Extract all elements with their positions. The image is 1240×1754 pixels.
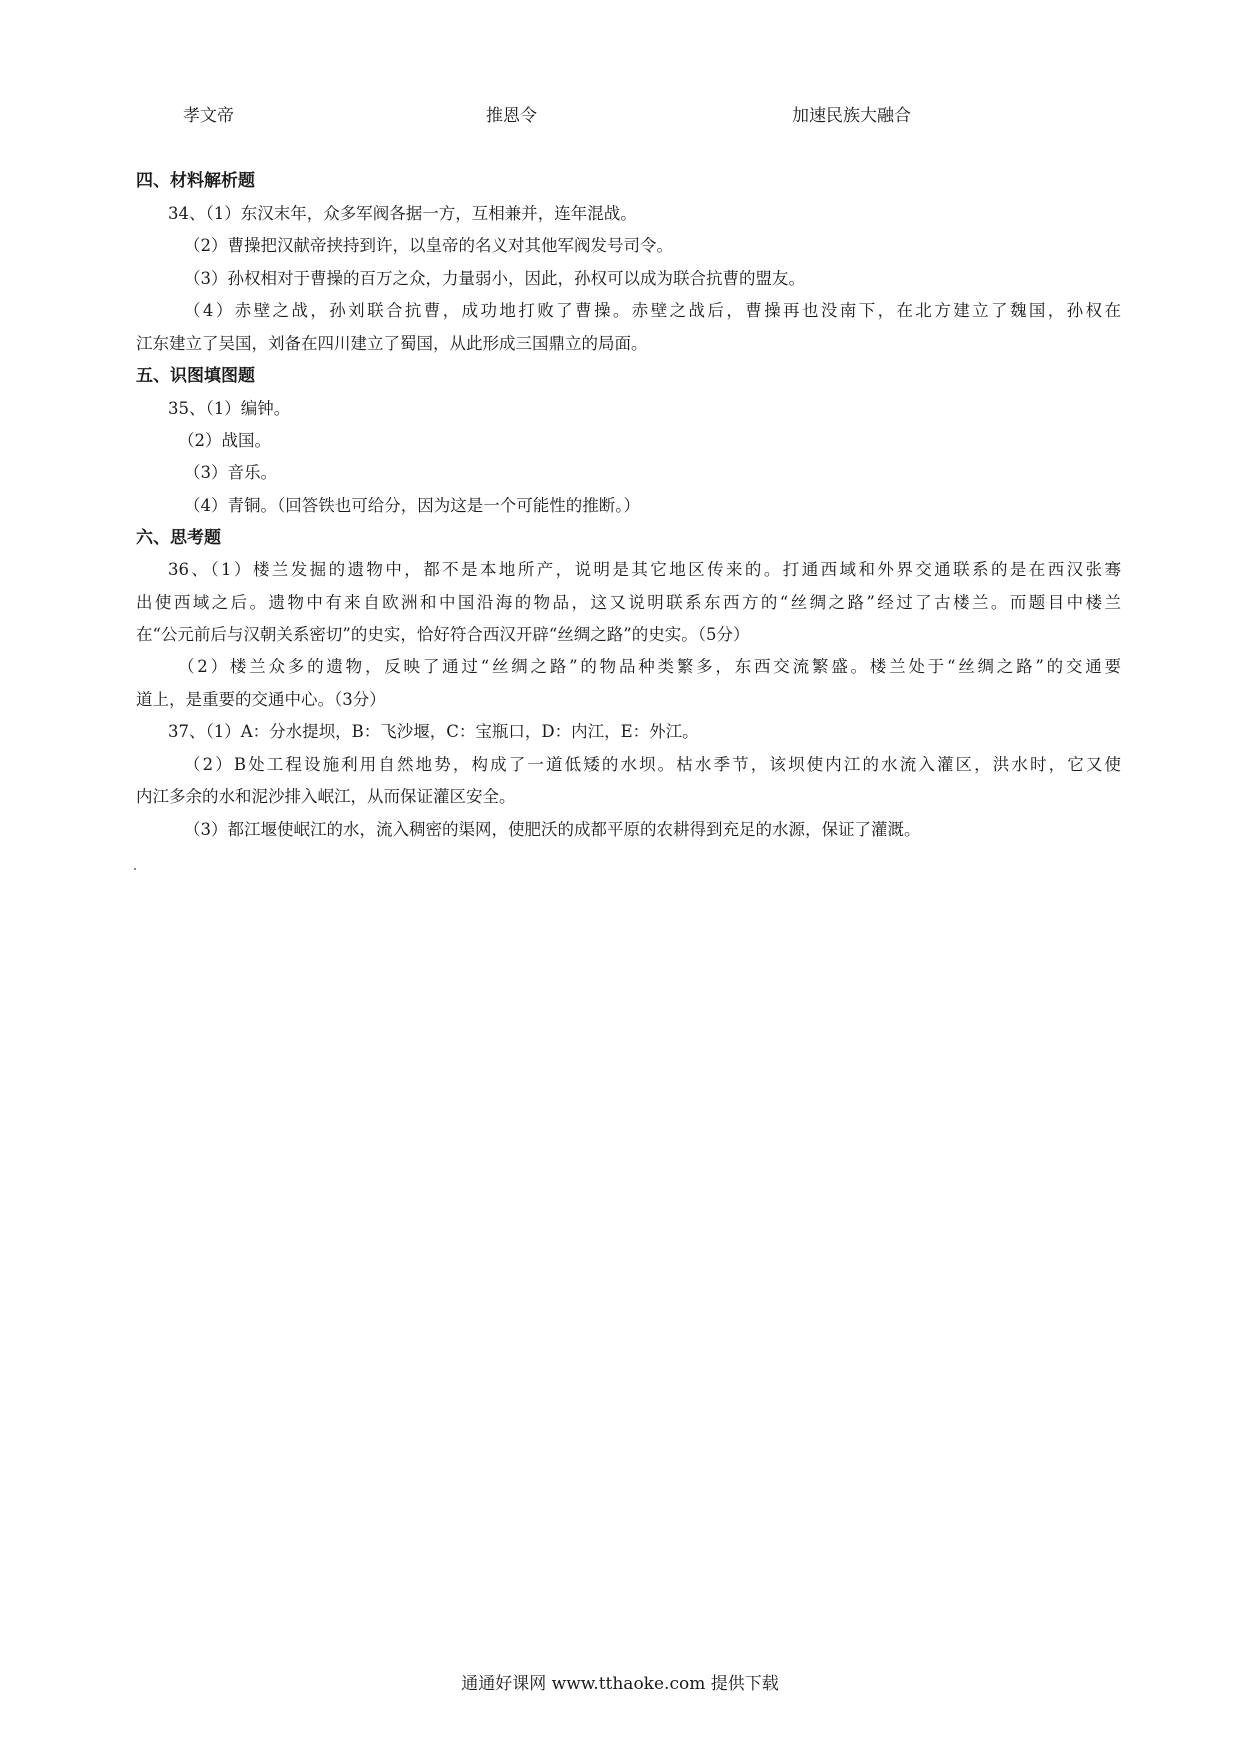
answer-line: 在“公元前后与汉朝关系密切”的史实，恰好符合西汉开辟“丝绸之路”的史实。（5分） [136, 625, 750, 644]
answer-line: （3）音乐。 [184, 463, 277, 482]
top-row-col1: 孝文帝 [183, 106, 234, 126]
answer-line: 出使西域之后。遗物中有来自欧洲和中国沿海的物品，这又说明联系东西方的“丝绸之路”经过了古楼兰。而题目中楼兰 [136, 593, 1121, 612]
answer-line: 江东建立了吴国，刘备在四川建立了蜀国，从此形成三国鼎立的局面。 [136, 334, 648, 353]
top-row-col3: 加速民族大融合 [792, 106, 911, 126]
section-heading-4: 四、材料解析题 [136, 171, 255, 191]
answer-line: （3）孙权相对于曹操的百万之众，力量弱小，因此，孙权可以成为联合抗曹的盟友。 [184, 269, 805, 288]
section-heading-5: 五、识图填图题 [136, 366, 255, 386]
answer-line: 内江多余的水和泥沙排入岷江，从而保证灌区安全。 [136, 787, 516, 806]
section-heading-6: 六、思考题 [136, 528, 221, 548]
answer-line: （2）楼兰众多的遗物，反映了通过“丝绸之路”的物品种类繁多，东西交流繁盛。楼兰处于“丝绸之路”的交通要 [178, 657, 1121, 676]
top-row-col2: 推恩令 [486, 106, 537, 126]
answer-line: （4）赤壁之战，孙刘联合抗曹，成功地打败了曹操。赤壁之战后，曹操再也没南下，在北方建立了魏国，孙权在 [184, 301, 1121, 320]
answer-line: 36、（1）楼兰发掘的遗物中，都不是本地所产，说明是其它地区传来的。打通西域和外界交通联系的是在西汉张骞 [168, 560, 1121, 579]
answer-line: （2）战国。 [178, 431, 271, 450]
page-footer: 通通好课网 www.tthaoke.com 提供下载 [461, 1674, 779, 1694]
answer-line: （2）B处工程设施利用自然地势，构成了一道低矮的水坝。枯水季节，该坝使内江的水流入灌区，洪水时，它又使 [184, 755, 1121, 774]
stray-mark [134, 868, 136, 870]
answer-line: （3）都江堰使岷江的水，流入稠密的渠网，使肥沃的成都平原的农耕得到充足的水源，保证了灌溉。 [184, 820, 921, 839]
answer-line: 37、（1）A：分水提坝，B：飞沙堰，C：宝瓶口，D：内江，E：外江。 [168, 722, 699, 741]
answer-line: 道上，是重要的交通中心。（3分） [136, 690, 386, 709]
answer-line: 34、（1）东汉末年，众多军阀各据一方，互相兼并，连年混战。 [168, 204, 637, 223]
answer-line: （2）曹操把汉献帝挟持到许，以皇帝的名义对其他军阀发号司令。 [184, 236, 673, 255]
answer-line: 35、（1）编钟。 [168, 399, 291, 418]
answer-line: （4）青铜。（回答铁也可给分，因为这是一个可能性的推断。） [184, 496, 640, 515]
